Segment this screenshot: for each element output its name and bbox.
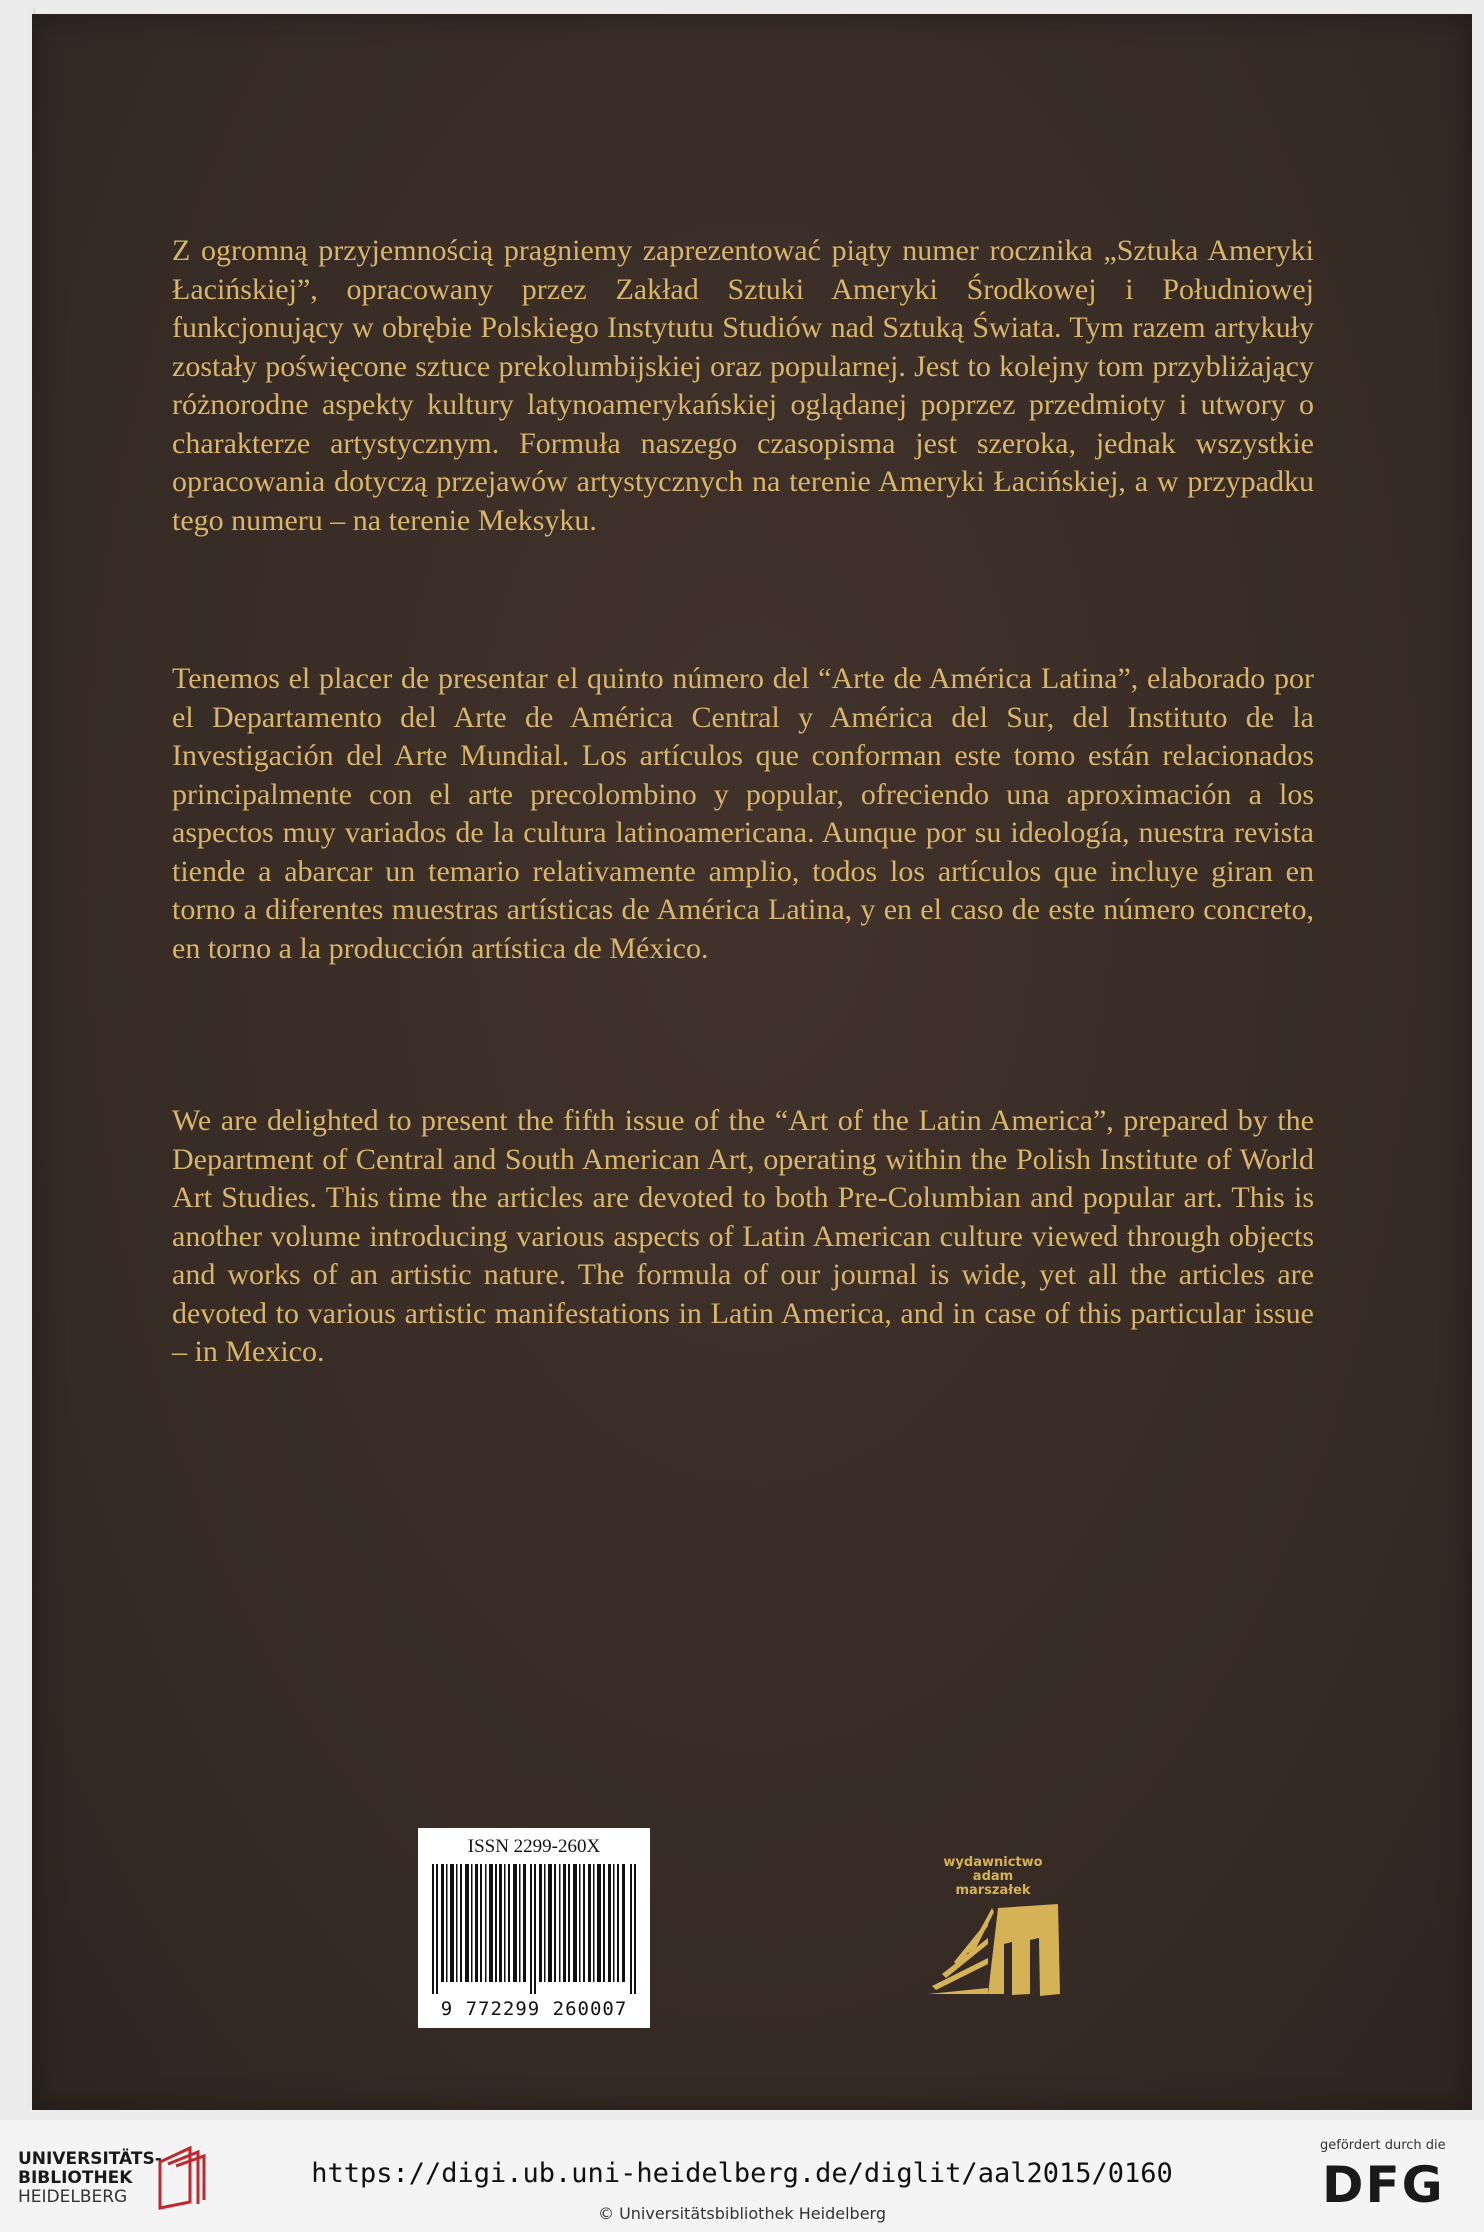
english-paragraph: We are delighted to present the fifth issue of the “Art of the Latin America”, prepared by the Department of Central and South American Art, operating within the Polish Institute of World Art Studies. This time the articles are devoted to both Pre-Columbian and popular art. This is another volume introducing various aspects of Latin American culture viewed through objects and works of an artistic nature. The formula of our journal is wide, yet all the articles are devoted to various artistic manifestations in Latin America, and in case of this particular issue – in Mexico. bbox=[172, 1104, 1314, 1368]
polish-paragraph: Z ogromną przyjemnością pragniemy zaprezentować piąty numer rocznika „Sztuka Ameryki Łacińskiej”, opracowany przez Zakład Sztuki Ameryki Środkowej i Południowej funkcjonujący w obrębie Polskiego Instytutu Studiów nad Sztuką Świata. Tym razem artykuły zostały poświęcone sztuce prekolumbijskiej oraz popularnej. Jest to kolejny tom przybliżający różnorodne aspekty kultury latynoamerykańskiej oglądanej poprzez przedmioty i utwory o charakterze artystycznym. Formuła naszego czasopisma jest szeroka, jednak wszystkie opracowania dotyczą przejawów artystycznych na terenie Ameryki Łacińskiej, a w przypadku tego numeru – na terenie Meksyku. bbox=[172, 234, 1314, 537]
library-name-line-1: UNIVERSITÄTS- bbox=[18, 2149, 162, 2169]
barcode-digits: 9 772299 260007 bbox=[440, 1998, 628, 2020]
library-name-line-2: BIBLIOTHEK bbox=[18, 2168, 133, 2188]
funded-by-text: gefördert durch die bbox=[1320, 2138, 1446, 2153]
publisher-line-3: marszałek bbox=[955, 1883, 1031, 1898]
copyright-notice: © Universitätsbibliothek Heidelberg bbox=[597, 2204, 886, 2223]
spanish-paragraph: Tenemos el placer de presentar el quinto número del “Arte de América Latina”, elaborado por el Departamento del Arte de América Central y América del Sur, del Instituto de la Investigación del Arte Mundial. Los artículos que conforman este tomo están relacionados principalmente con el arte precolombino y popular, ofreciendo una aproximación a los aspectos muy variados de la cultura latinoamericana. Aunque por su ideología, nuestra revista tiende a abarcar un temario relativamente amplio, todos los artículos que incluye giran en torno a diferentes muestras artísticas de América Latina, y en el caso de este número concreto, en torno a la producción artística de México. bbox=[172, 662, 1314, 965]
publisher-emblem-icon bbox=[918, 1898, 1068, 1998]
library-name-line-3: HEIDELBERG bbox=[18, 2187, 128, 2207]
barcode-label bbox=[418, 1828, 650, 2028]
publisher-line-1: wydawnictwo bbox=[943, 1855, 1043, 1870]
publisher-logo bbox=[888, 1856, 1078, 2006]
permalink-url[interactable]: https://digi.ub.uni-heidelberg.de/diglit/aal2015/0160 bbox=[311, 2158, 1173, 2189]
publisher-line-2: adam bbox=[972, 1869, 1014, 1884]
dfg-logo: DFG bbox=[1322, 2156, 1445, 2214]
viewer-footer bbox=[0, 2120, 1484, 2232]
barcode-icon bbox=[432, 1864, 636, 1994]
issn-text: ISSN 2299-260X bbox=[467, 1836, 601, 1857]
